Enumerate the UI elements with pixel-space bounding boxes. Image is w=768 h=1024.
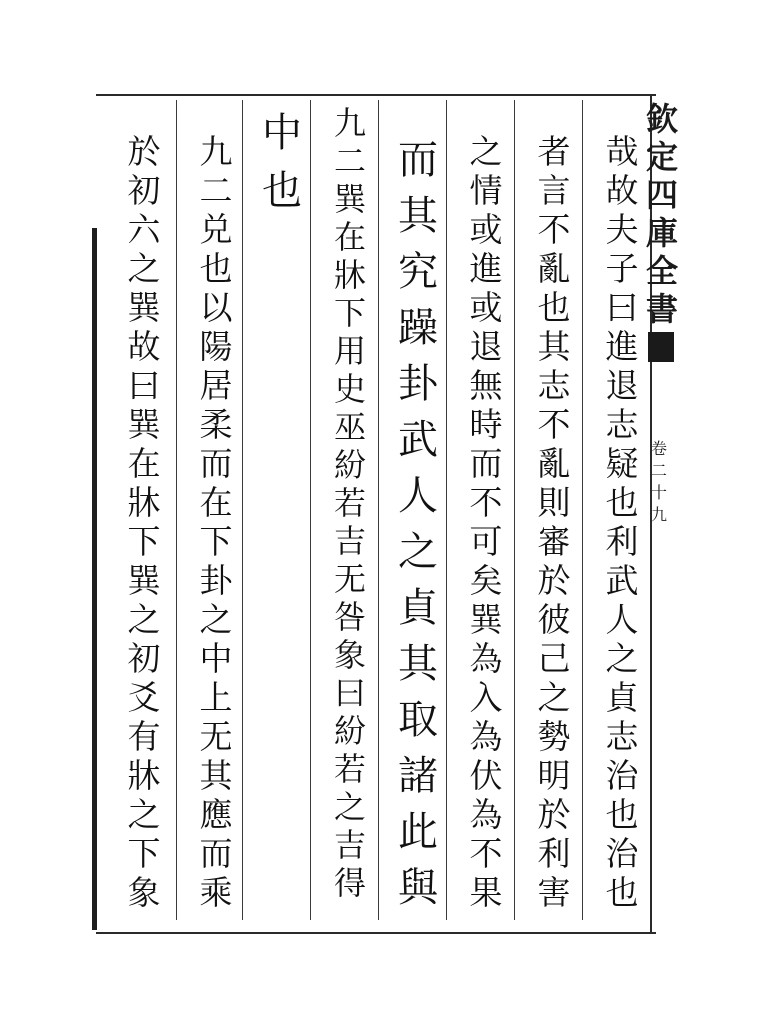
text-column-6 [256, 104, 308, 220]
text-column-2 [528, 132, 580, 912]
glyph: 其 [537, 327, 571, 366]
column-rule [310, 100, 311, 920]
glyph: 史 [333, 370, 366, 408]
text-column-1 [596, 132, 648, 912]
glyph: 志 [537, 366, 571, 405]
glyph: 利 [605, 522, 639, 561]
glyph: 兑 [199, 210, 233, 249]
glyph: 二 [199, 171, 233, 210]
glyph: 曰 [605, 288, 639, 327]
glyph: 象 [127, 873, 161, 912]
glyph: 九 [199, 132, 233, 171]
glyph: 入 [469, 678, 503, 717]
glyph: 害 [537, 873, 571, 912]
glyph: 子 [605, 249, 639, 288]
glyph: 矣 [469, 561, 503, 600]
glyph: 巽 [127, 561, 161, 600]
glyph: 吉 [333, 522, 366, 560]
glyph: 此 [398, 809, 438, 855]
glyph: 在 [333, 218, 366, 256]
glyph: 應 [199, 795, 233, 834]
glyph: 之 [469, 132, 503, 171]
glyph: 與 [398, 865, 438, 911]
glyph: 中 [199, 639, 233, 678]
glyph: 貞 [398, 585, 438, 631]
glyph: 疑 [605, 444, 639, 483]
glyph: 退 [605, 366, 639, 405]
glyph: 不 [537, 210, 571, 249]
glyph: 時 [469, 405, 503, 444]
glyph: 言 [537, 171, 571, 210]
glyph: 其 [398, 641, 438, 687]
column-rule [242, 100, 243, 920]
glyph: 或 [469, 288, 503, 327]
glyph: 若 [333, 750, 366, 788]
column-rule [446, 100, 447, 920]
glyph: 不 [469, 834, 503, 873]
glyph: 陽 [199, 327, 233, 366]
glyph: 九 [333, 104, 366, 142]
glyph: 可 [469, 522, 503, 561]
ink-blot [648, 332, 674, 362]
glyph: 於 [537, 561, 571, 600]
glyph: 進 [469, 249, 503, 288]
glyph: 不 [469, 483, 503, 522]
glyph: 或 [469, 210, 503, 249]
glyph: 夫 [605, 210, 639, 249]
glyph: 貞 [605, 678, 639, 717]
glyph: 巽 [127, 288, 161, 327]
glyph: 無 [469, 366, 503, 405]
glyph: 乘 [199, 873, 233, 912]
glyph: 咎 [333, 598, 366, 636]
glyph: 彼 [537, 600, 571, 639]
glyph: 巽 [127, 405, 161, 444]
glyph: 初 [127, 171, 161, 210]
glyph: 紛 [333, 446, 366, 484]
glyph: 也 [605, 873, 639, 912]
glyph: 武 [605, 561, 639, 600]
glyph: 於 [127, 132, 161, 171]
glyph: 柔 [199, 405, 233, 444]
glyph: 用 [333, 332, 366, 370]
glyph: 居 [199, 366, 233, 405]
column-rule [582, 100, 583, 920]
glyph: 之 [127, 249, 161, 288]
glyph: 曰 [333, 674, 366, 712]
glyph: 下 [333, 294, 366, 332]
glyph: 人 [398, 473, 438, 519]
glyph: 也 [199, 249, 233, 288]
glyph: 進 [605, 327, 639, 366]
glyph: 象 [333, 636, 366, 674]
glyph: 於 [537, 795, 571, 834]
glyph: 也 [537, 288, 571, 327]
glyph: 牀 [333, 256, 366, 294]
glyph: 退 [469, 327, 503, 366]
glyph: 而 [199, 834, 233, 873]
glyph: 己 [537, 639, 571, 678]
glyph: 下 [127, 834, 161, 873]
glyph: 之 [199, 600, 233, 639]
glyph: 勢 [537, 717, 571, 756]
glyph: 治 [605, 756, 639, 795]
glyph: 六 [127, 210, 161, 249]
glyph: 之 [127, 795, 161, 834]
glyph: 則 [537, 483, 571, 522]
glyph: 明 [537, 756, 571, 795]
column-rule [514, 100, 515, 920]
glyph: 躁 [398, 305, 438, 351]
glyph: 諸 [398, 753, 438, 799]
glyph: 之 [398, 529, 438, 575]
frame-left-border [92, 228, 97, 930]
glyph: 情 [469, 171, 503, 210]
glyph: 志 [605, 405, 639, 444]
glyph: 二 [333, 142, 366, 180]
glyph: 志 [605, 717, 639, 756]
glyph: 果 [469, 873, 503, 912]
glyph: 之 [127, 600, 161, 639]
glyph: 中 [262, 110, 302, 156]
glyph: 无 [333, 560, 366, 598]
glyph: 卦 [199, 561, 233, 600]
glyph: 而 [398, 137, 438, 183]
glyph: 紛 [333, 712, 366, 750]
glyph: 取 [398, 697, 438, 743]
glyph: 下 [199, 522, 233, 561]
glyph: 武 [398, 417, 438, 463]
glyph: 人 [605, 600, 639, 639]
glyph: 亂 [537, 249, 571, 288]
glyph: 為 [469, 639, 503, 678]
glyph: 為 [469, 717, 503, 756]
volume-number: 卷 二 十 九 [650, 439, 667, 524]
column-rule [378, 100, 379, 920]
glyph: 也 [262, 168, 302, 214]
glyph: 吉 [333, 826, 366, 864]
glyph: 而 [469, 444, 503, 483]
text-column-3 [460, 132, 512, 912]
glyph: 下 [127, 522, 161, 561]
text-column-7 [190, 132, 242, 912]
glyph: 為 [469, 795, 503, 834]
margin-header: 欽 定 四 庫 全 書 [645, 100, 678, 328]
glyph: 故 [605, 171, 639, 210]
glyph: 爻 [127, 678, 161, 717]
glyph: 之 [605, 639, 639, 678]
glyph: 之 [333, 788, 366, 826]
glyph: 究 [398, 249, 438, 295]
glyph: 也 [605, 795, 639, 834]
glyph: 伏 [469, 756, 503, 795]
glyph: 以 [199, 288, 233, 327]
glyph: 有 [127, 717, 161, 756]
glyph: 牀 [127, 483, 161, 522]
glyph: 其 [199, 756, 233, 795]
glyph: 治 [605, 834, 639, 873]
glyph: 卦 [398, 361, 438, 407]
glyph: 利 [537, 834, 571, 873]
glyph: 上 [199, 678, 233, 717]
glyph: 若 [333, 484, 366, 522]
glyph: 也 [605, 483, 639, 522]
glyph: 其 [398, 193, 438, 239]
glyph: 无 [199, 717, 233, 756]
glyph: 不 [537, 405, 571, 444]
column-rule [176, 100, 177, 920]
glyph: 初 [127, 639, 161, 678]
glyph: 而 [199, 444, 233, 483]
glyph: 巫 [333, 408, 366, 446]
glyph: 故 [127, 327, 161, 366]
glyph: 巽 [333, 180, 366, 218]
glyph: 之 [537, 678, 571, 717]
text-column-5 [324, 104, 376, 902]
glyph: 亂 [537, 444, 571, 483]
glyph: 哉 [605, 132, 639, 171]
text-column-4 [392, 132, 444, 916]
glyph: 在 [199, 483, 233, 522]
glyph: 牀 [127, 756, 161, 795]
glyph: 審 [537, 522, 571, 561]
glyph: 得 [333, 864, 366, 902]
text-column-8 [118, 132, 170, 912]
glyph: 巽 [469, 600, 503, 639]
glyph: 在 [127, 444, 161, 483]
glyph: 者 [537, 132, 571, 171]
glyph: 曰 [127, 366, 161, 405]
